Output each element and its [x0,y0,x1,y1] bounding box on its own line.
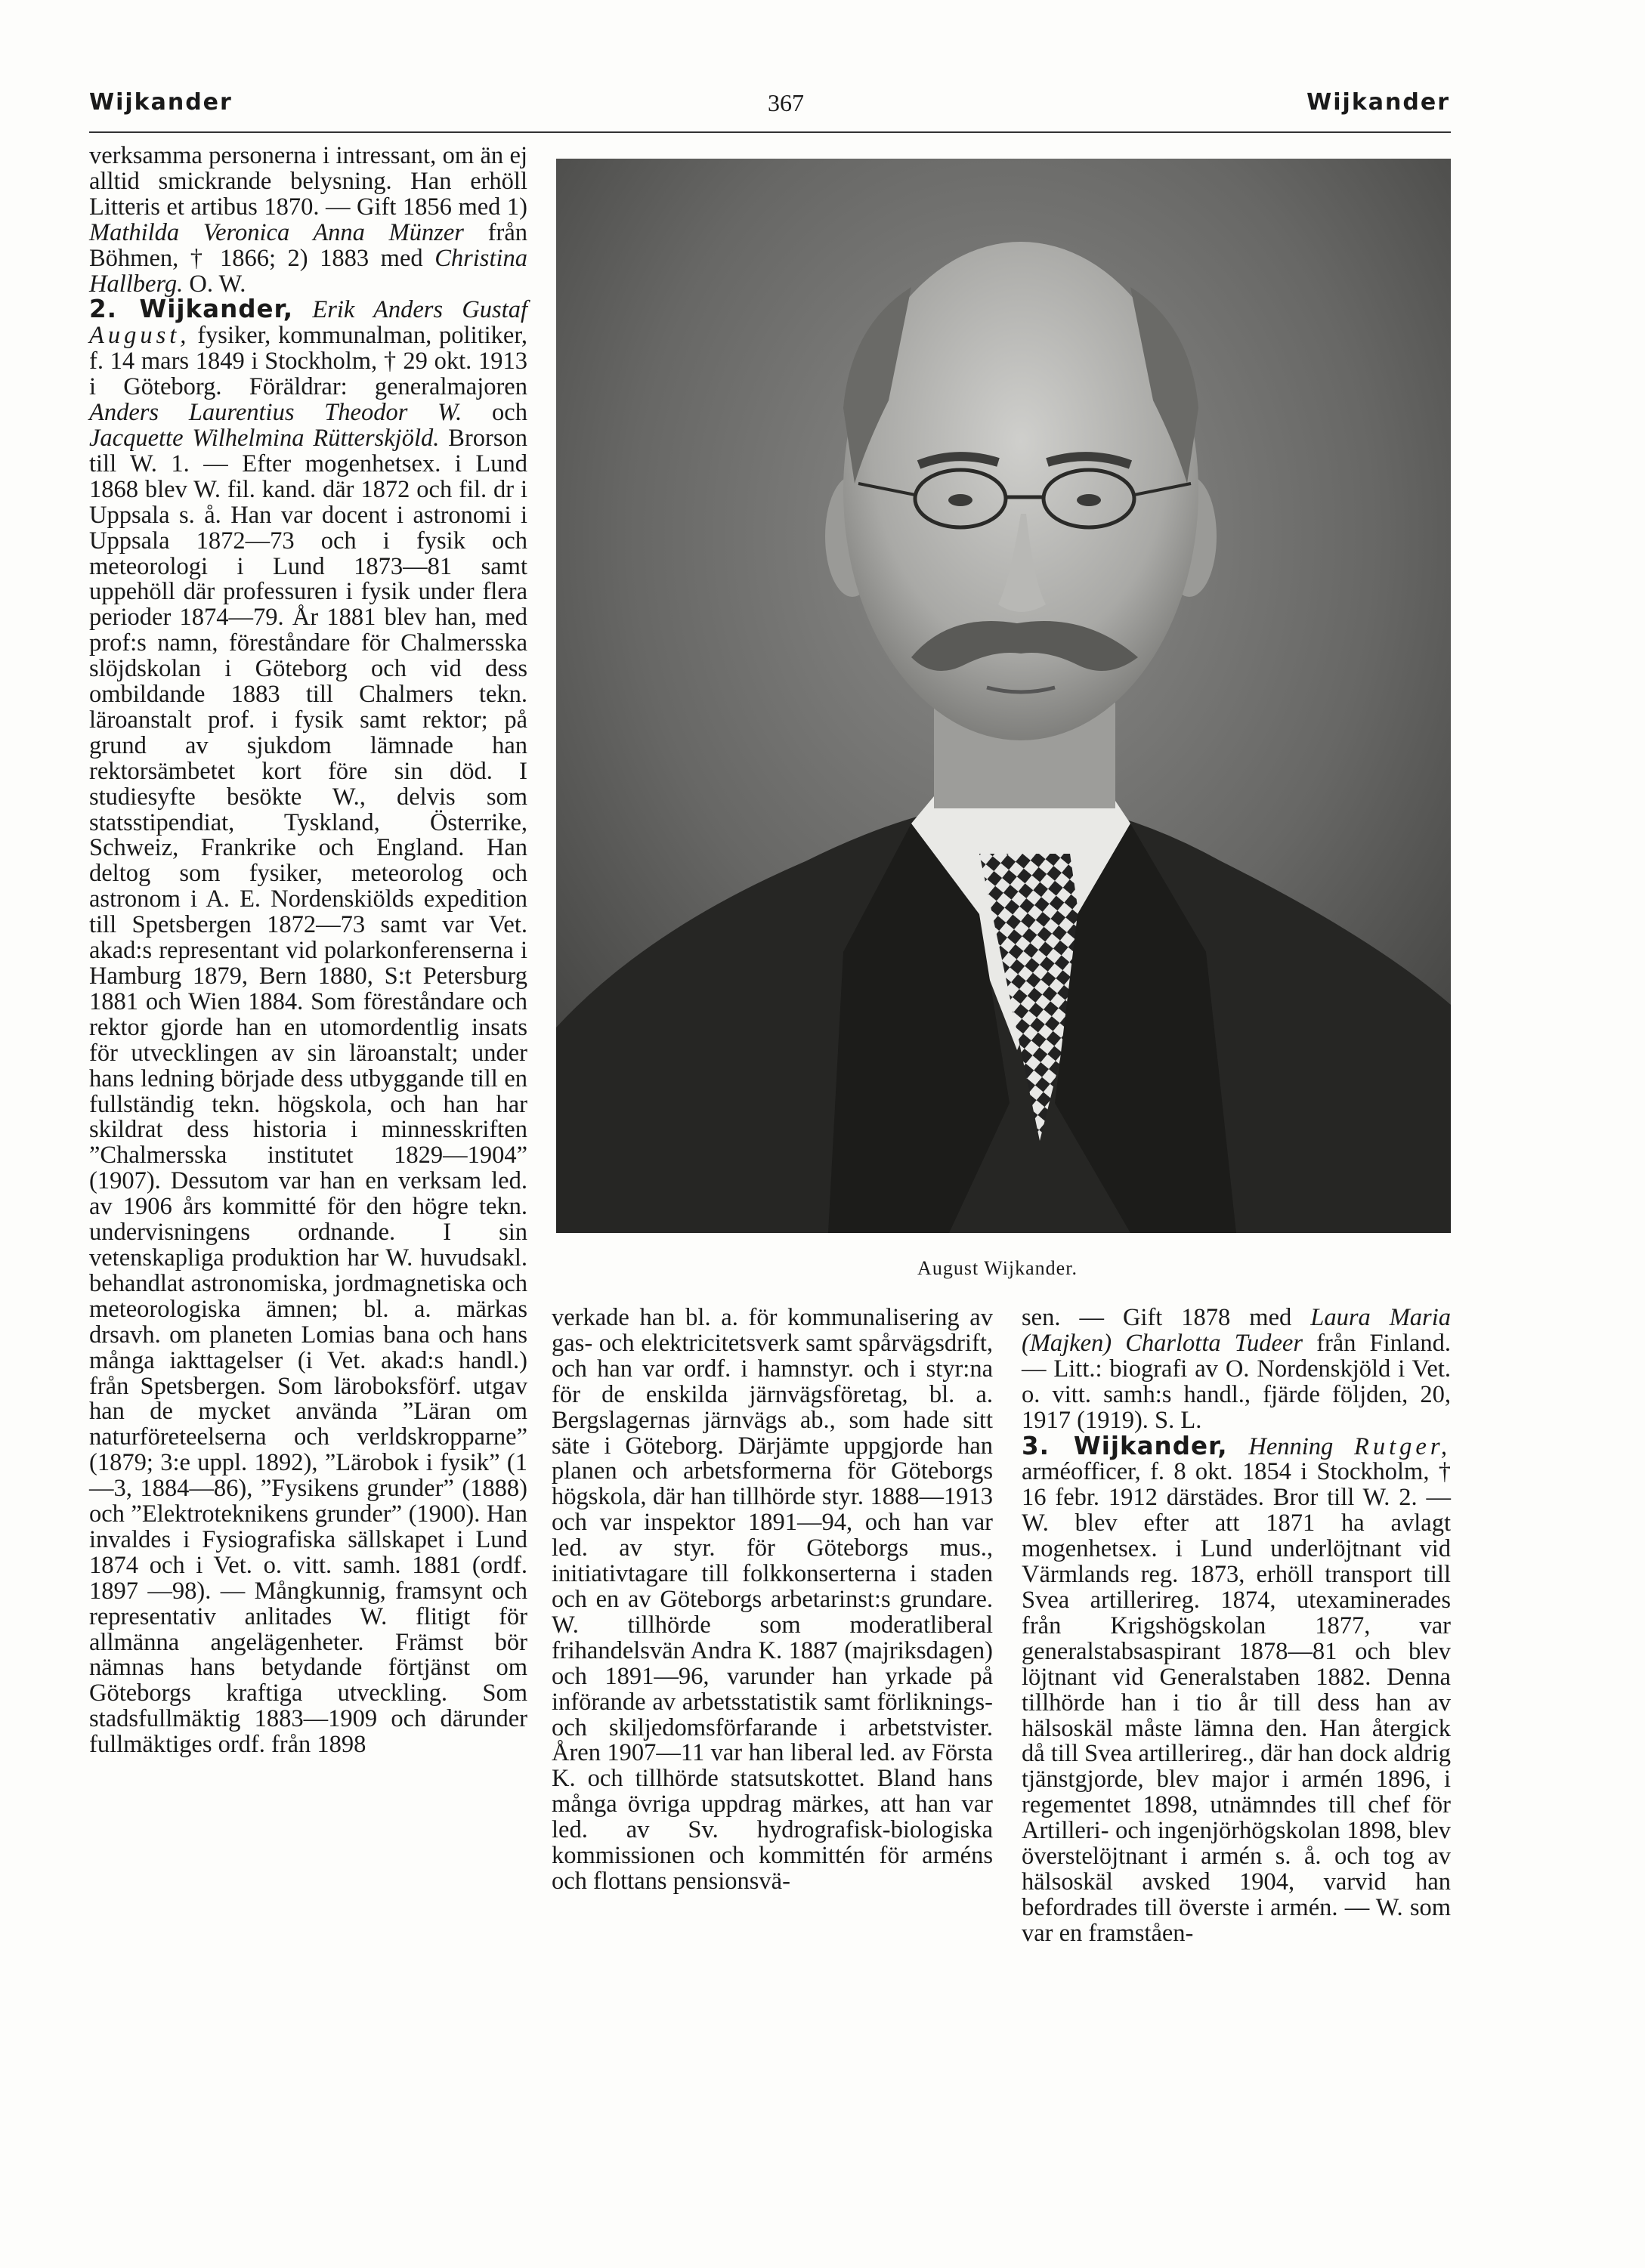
entry-heading: 2. Wijkander, [89,295,294,324]
text-run: Brorson till W. 1. — Efter mogenhetsex. i Lund 1868 blev W. fil. kand. där 1872 och fil. dr i Uppsala s. å. Han var docent i astronomi i Uppsala 1872—73 och i fysik och meteorologi i Lund 1873—81 samt uppehöll där professuren i fysik under flera perioder 1874—79. År 1881 blev han, med prof:s namn, föreståndare för Chalmersska slöjdskolan i Göteborg och vid dess ombildande 1883 till Chalmers tekn. läroanstalt prof. i fysik samt rektor; på grund av sjukdom lämnade han rektorsämbetet kort före sin död. I studiesyfte besökte W., delvis som statsstipendiat, Tyskland, Österrike, Schweiz, Frankrike och England. Han deltog som fysiker, meteorolog och astronom i A. E. Nordenskiölds expedition till Spetsbergen 1872—73 samt var Vet. akad:s representant vid polarkonferenserna i Hamburg 1879, Bern 1880, S:t Petersburg 1881 och Wien 1884. Som föreståndare och rektor gjorde han en utomordentlig insats för utvecklingen av sin läroanstalt; under hans ledning började dess utbyggande till en fullständig tekn. högskola, och han har skildrat dess historia i minnesskriften ”Chalmersska institutet 1829—1904” (1907). Dessutom var han en verksam led. av 1906 års kommitté för den högre tekn. undervisningens ordnande. I sin vetenskapliga produktion har W. huvudsakl. behandlat astronomiska, jordmagnetiska och meteorologiska ämnen; bl. a. märkas drsavh. om planeten Lomias bana och hans många iakttagelser (i Vet. akad:s handl.) från Spetsbergen. Som läroboksförf. utgav han de mycket använda ”Läran om naturföreteelserna och verldskropparne” (1879; 3:e uppl. 1892), ”Lärobok i fysik” (1 —3, 1884—86), ”Fysikens grunder” (1888) och ”Elektroteknikens grunder” (1900). Han invaldes i Fysiografiska sällskapet i Lund 1874 och i Vet. o. vitt. samh. 1881 (ordf. 1897 —98). — Mångkunnig, framsynt och representativ anlitades W. flitigt för allmänna angelägenheter. Främst bör nämnas hans betydande förtjänst om Göteborgs kraftiga utveckling. Som stadsfullmäktig 1883—1909 och därunder fullmäktiges ordf. från 1898 [89,424,527,1759]
page-number: 367 [768,89,804,116]
entry-heading: 3. Wijkander, [1022,1431,1228,1460]
italic-name: Henning [1248,1432,1334,1460]
italic-name: Laura Maria (Majken) Charlotta Tudeer [1022,1304,1451,1357]
italic-name: Mathilda Veronica Anna Münzer [89,218,464,246]
text-run [1333,1433,1354,1460]
text-run: och [462,399,527,427]
photo-caption: August Wijkander. [917,1257,1078,1279]
paragraph [89,297,527,1758]
text-run: fysiker, kommunalman, politiker, f. 14 mars 1849 i Stockholm, † 29 okt. 1913 i Göteborg. Föräldrar: generalmajoren [89,322,527,401]
portrait-image [556,159,1451,1233]
spaced-name: August, [89,322,190,350]
right-column [1022,1305,1451,1947]
text-run: från Böhmen, † 1866; 2) 1883 med [89,218,527,272]
text-run: sen. — Gift 1878 med [1022,1304,1311,1331]
text-run: verksamma personerna i intressant, om än ej alltid smickrande belysning. Han erhöll Litteris et artibus 1870. — Gift 1856 med 1) [89,142,527,221]
text-run [293,296,312,323]
running-head-right: Wijkander [1306,89,1450,116]
paragraph [1022,1431,1451,1947]
header-rule [89,131,1451,133]
paragraph [552,1305,993,1895]
spaced-name: Rutger, [1354,1432,1451,1460]
text-run [1228,1433,1249,1460]
text-run: arméofficer, f. 8 okt. 1854 i Stockholm, † 16 febr. 1912 därstädes. Bror till W. 2. — W. blev efter att 1871 ha avlagt mogenhetsex. i Lund underlöjtnant vid Värmlands reg. 1873, erhöll transport till Svea artillerireg. 1874, utexaminerades från Krigshögskolan 1877, var generalstabsaspirant 1878—81 och blev löjtnant vid Generalstaben 1882. Denna tillhörde han i tio år till dess han av hälsoskäl måste lämna den. Han återgick då till Svea artillerireg., där han dock aldrig tjänstgjorde, blev major i armén 1896, i regementet 1898, utnämndes till chef för Artilleri- och ingenjörhögskolan 1898, blev överstelöjtnant i armén s. å. och tog av hälsoskäl avsked 1904, varvid han befordrades till överste i armén. — W. som var en framståen- [1022,1458,1451,1947]
text-run: från Finland. — Litt.: biografi av O. Nordenskjöld i Vet. o. vitt. samh:s handl., fjärde följden, 20, 1917 (1919). S. L. [1022,1329,1451,1434]
paragraph [1022,1305,1451,1434]
italic-name: Erik Anders Gustaf [312,296,527,324]
paragraph [89,144,527,297]
text-run: O. W. [183,270,246,298]
running-head-left: Wijkander [89,89,233,116]
text-run: verkade han bl. a. för kommunalisering av gas- och elektricitetsverk samt spårvägsdrift, och han var ordf. i hamnstyr. och i styr:na för de enskilda järnvägsföretag, bl. a. Bergslagernas järnvägs ab., som hade sitt säte i Göteborg. Därjämte uppgjorde han planen och arbetsformerna för Göteborgs högskola, där han tillhörde styr. 1888—1913 och var inspektor 1891—94, och han var led. av styr. för Göteborgs mus., initiativtagare till folkkonserterna i staden och en av Göteborgs arbetarinst:s grundare. W. tillhörde som moderatliberal frihandelsvän Andra K. 1887 (majriksdagen) och 1891—96, varunder han yrkade på införande av arbetsstatistik samt förliknings- och skiljedomsförfarande i arbetstvister. Åren 1907—11 var han liberal led. av Första K. och tillhörde statsutskottet. Bland hans många övriga uppdrag märkes, att han var led. av Sv. hydrografisk-biologiska kommissionen och kommittén för arméns och flottans pensionsvä- [552,1304,993,1895]
italic-name: Anders Laurentius Theodor W. [89,399,462,427]
middle-column [552,1305,993,1895]
italic-name: Christina Hallberg. [89,244,527,298]
italic-name: Jacquette Wilhelmina Rütterskjöld. [89,424,440,452]
portrait-photo [556,159,1451,1233]
left-column [89,144,527,1758]
